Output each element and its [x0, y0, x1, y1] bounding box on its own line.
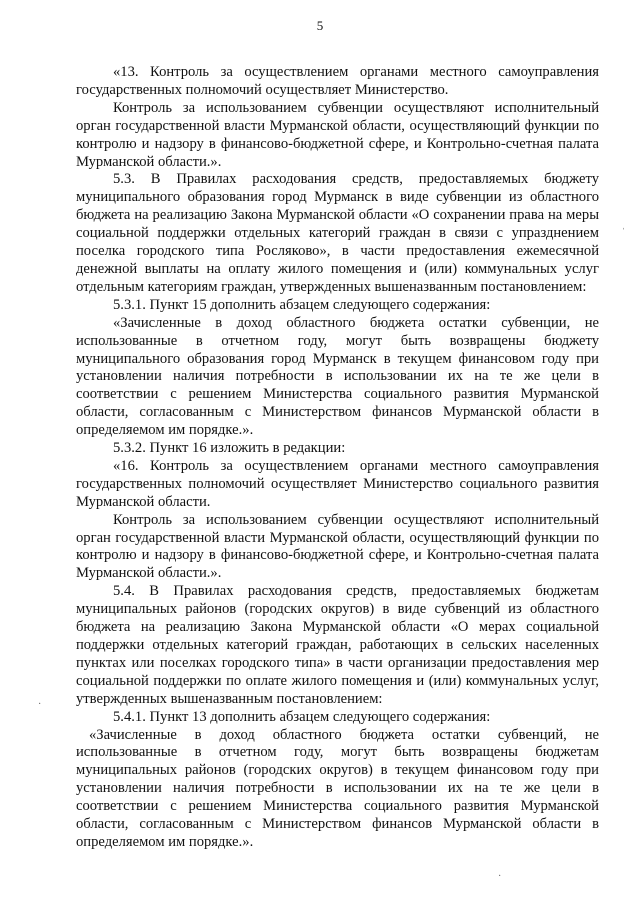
paragraph-5-4: 5.4. В Правилах расходования средств, предоставляемых бюджетам муниципальных районов (городских округов) в виде субвенций из областного бюджета на реализацию Закона Мурманской области «О мерах социальной поддержки отдельных категорий граждан, работающих в сельских населенных пунктах или поселках городского типа» в части организации предоставления мер социальной поддержки по оплате жилого помещения и (или) коммунальных услуг, утвержденных вышеназванным постановлением:	[76, 583, 599, 707]
paragraph-5-4-1-quote: «Зачисленные в доход областного бюджета остатки субвенций, не использованные в отчетном году, могут быть возвращены бюджетам муниципальных районов (городских округов) в текущем финансовом году при установлении наличия потребности в использовании их на те же цели в соответствии с решением Министерства социального развития Мурманской области, согласованным с Министерством финансов Мурманской области в определяемом им порядке.».	[76, 726, 599, 850]
paragraph-5-3-1-quote: «Зачисленные в доход областного бюджета остатки субвенции, не использованные в отчетном году, могут быть возвращены бюджету муниципального образования город Мурманск в текущем финансовом году при установлении наличия потребности в использовании их на те же цели в соответствии с решением Министерства социального развития Мурманской области, согласованным с Министерством финансов Мурманской области в определяемом им порядке.».	[76, 314, 599, 439]
paragraph-16: «16. Контроль за осуществлением органами местного самоуправления государственных полномочий осуществляет Министерство социального развития Мурманской области.	[76, 457, 599, 510]
paragraph-13-control: Контроль за использованием субвенции осуществляют исполнительный орган государственной власти Мурманской области, осуществляющий функции по контролю и надзору в финансово-бюджетной сфере, и Контрольно-счетная палата Мурманской области.».	[76, 99, 599, 170]
paragraph-16-control: Контроль за использованием субвенции осуществляют исполнительный орган государственной власти Мурманской области, осуществляющий функции по контролю и надзору в финансово-бюджетной сфере, и Контрольно-счетная палата Мурманской области.».	[76, 511, 599, 582]
page-number: 5	[316, 18, 324, 33]
scan-speck: ·	[498, 871, 502, 882]
paragraph-5-3-2: 5.3.2. Пункт 16 изложить в редакции:	[113, 440, 346, 457]
paragraph-5-3-1: 5.3.1. Пункт 15 дополнить абзацем следующего содержания:	[113, 296, 491, 313]
paragraph-13: «13. Контроль за осуществлением органами местного самоуправления государственных полномочий осуществляет Министерство.	[76, 64, 599, 98]
scan-speck: ˌ	[622, 219, 626, 230]
paragraph-5-3: 5.3. В Правилах расходования средств, предоставляемых бюджету муниципального образования город Мурманск в виде субвенции из областного бюджета на реализацию Закона Мурманской области «О сохранении права на меры социальной поддержки отдельных категорий граждан в связи с упразднением поселка городского типа Росляково», в части предоставления ежемесячной денежной выплаты на оплату жилого помещения и (или) коммунальных услуг отдельным категориям граждан, утвержденных вышеназванным постановлением:	[76, 171, 599, 295]
document-body	[76, 64, 599, 852]
paragraph-5-4-1: 5.4.1. Пункт 13 дополнить абзацем следующего содержания:	[113, 708, 491, 725]
scan-speck: ·	[38, 699, 42, 710]
